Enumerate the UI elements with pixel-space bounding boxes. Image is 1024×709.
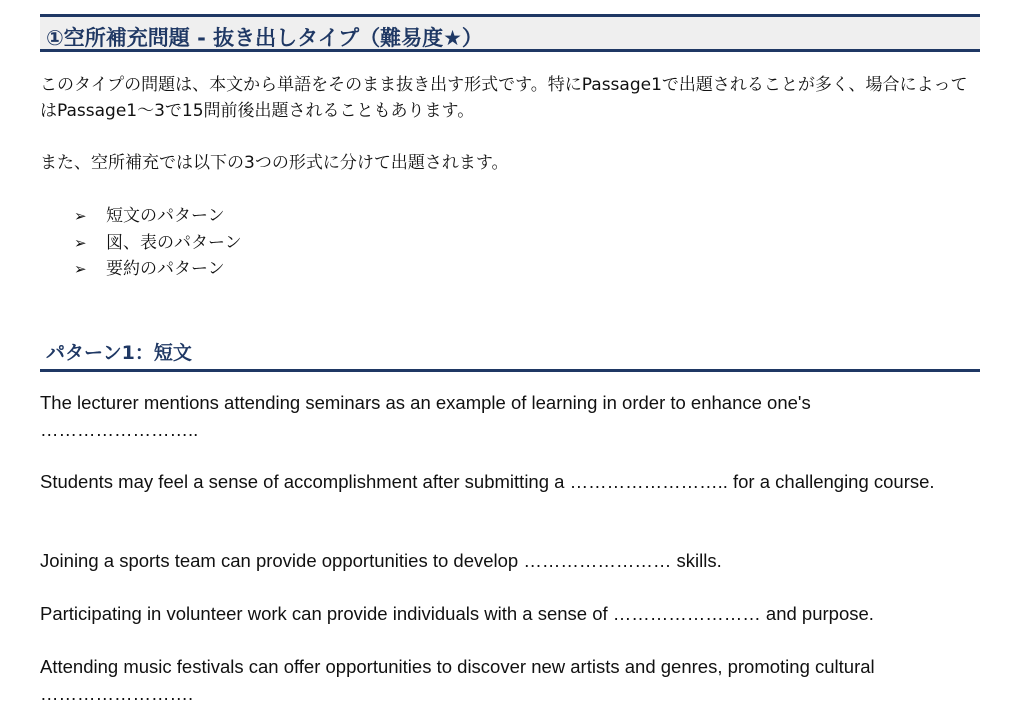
arrow-bullet-icon: ➢ [74, 260, 87, 278]
arrow-bullet-icon: ➢ [74, 207, 87, 225]
section-title: ①空所補充問題 - 抜き出しタイプ（難易度★） [46, 26, 483, 50]
list-item [74, 230, 242, 257]
sentence-item: Students may feel a sense of accomplishment after submitting a …………………….. for a challenging course. [40, 471, 935, 492]
sentence-item: Participating in volunteer work can provide individuals with a sense of …………………… and purpose. [40, 603, 874, 624]
section-header [40, 14, 980, 52]
list-item [74, 203, 242, 230]
intro-paragraph: このタイプの問題は、本文から単語をそのまま抜き出す形式です。特にPassage1で出題されることが多く、場合によってはPassage1〜3で15問前後出題されることもあります。 [40, 75, 968, 121]
intro-paragraph-formats: また、空所補充では以下の3つの形式に分けて出題されます。 [40, 153, 509, 173]
pattern-title: パターン1：短文 [46, 342, 192, 364]
arrow-bullet-icon: ➢ [74, 233, 87, 252]
pattern-header [40, 336, 980, 372]
format-list [74, 203, 242, 283]
list-item-label: 図、表のパターン [106, 232, 242, 253]
list-item-label: 短文のパターン [106, 206, 225, 226]
list-item [74, 256, 242, 283]
sentence-item: Attending music festivals can offer opportunities to discover new artists and genres, promoting cultural ……………………. [40, 656, 875, 704]
sentence-item: Joining a sports team can provide opportunities to develop …………………… skills. [40, 550, 722, 571]
list-item-label: 要約のパターン [106, 259, 225, 279]
sentence-item: The lecturer mentions attending seminars as an example of learning in order to enhance one's …………………….. [40, 392, 811, 440]
